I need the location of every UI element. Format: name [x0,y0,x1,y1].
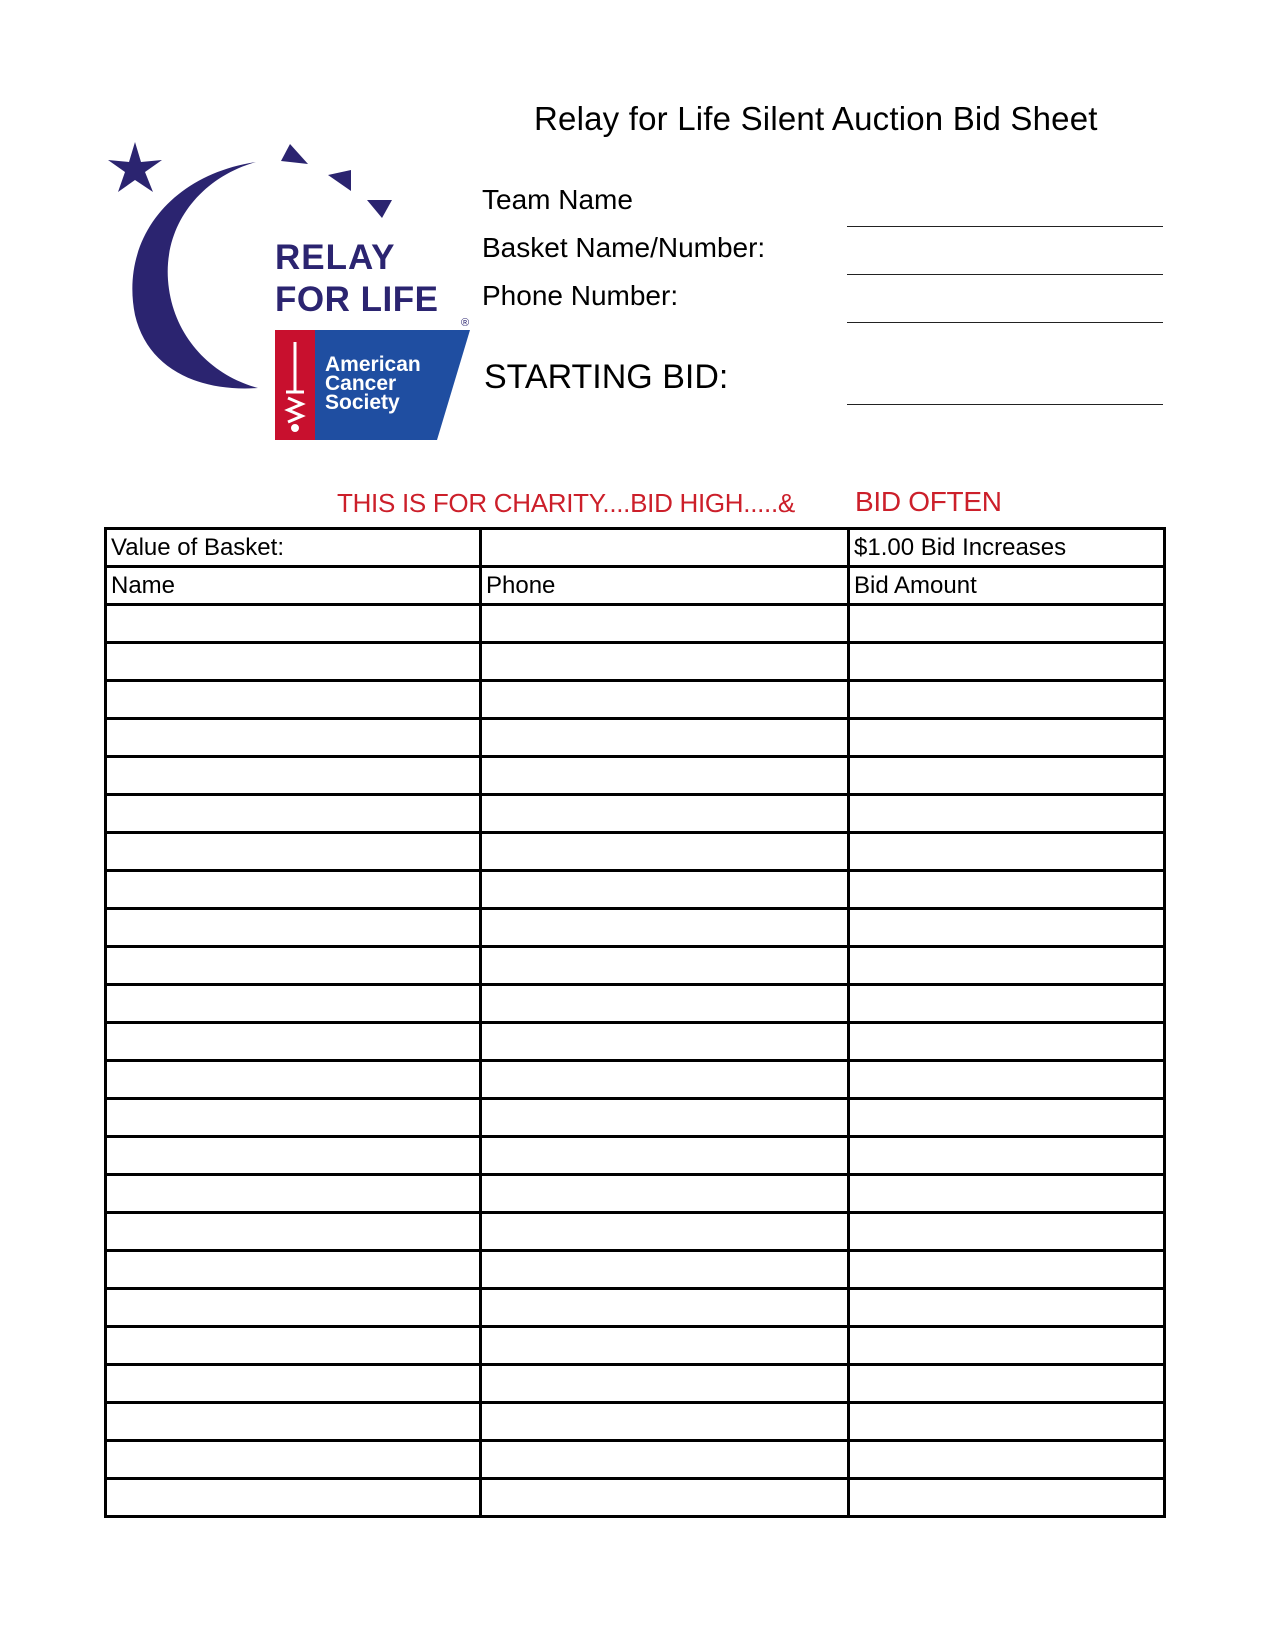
bid-amount-cell[interactable] [849,1403,1165,1441]
table-row [106,1061,1165,1099]
table-row [106,681,1165,719]
relay-text: RELAY [275,238,396,277]
phone-cell[interactable] [481,1137,849,1175]
bid-amount-cell[interactable] [849,871,1165,909]
phone-cell[interactable] [481,833,849,871]
table-row [106,1251,1165,1289]
name-cell[interactable] [106,1023,481,1061]
basket-value-row [106,529,1165,567]
column-header-name: Name [106,567,481,605]
table-row [106,833,1165,871]
name-cell[interactable] [106,909,481,947]
name-cell[interactable] [106,1099,481,1137]
phone-cell[interactable] [481,1365,849,1403]
column-header-row [106,567,1165,605]
table-row [106,1023,1165,1061]
table-row [106,947,1165,985]
value-of-basket-field[interactable] [481,529,849,567]
table-row [106,985,1165,1023]
bid-amount-cell[interactable] [849,795,1165,833]
bid-amount-cell[interactable] [849,1251,1165,1289]
phone-number-field[interactable] [847,322,1163,323]
name-cell[interactable] [106,1479,481,1517]
name-cell[interactable] [106,1251,481,1289]
name-cell[interactable] [106,1327,481,1365]
phone-cell[interactable] [481,681,849,719]
bid-amount-cell[interactable] [849,605,1165,643]
name-cell[interactable] [106,1175,481,1213]
acs-cancer-text: Cancer [325,372,397,395]
name-cell[interactable] [106,1213,481,1251]
name-cell[interactable] [106,757,481,795]
bid-amount-cell[interactable] [849,1213,1165,1251]
basket-name-label: Basket Name/Number: [482,232,766,263]
table-row [106,757,1165,795]
bid-amount-cell[interactable] [849,757,1165,795]
phone-cell[interactable] [481,1403,849,1441]
column-header-bid-amount: Bid Amount [849,567,1165,605]
name-cell[interactable] [106,871,481,909]
table-row [106,1441,1165,1479]
phone-cell[interactable] [481,1441,849,1479]
name-cell[interactable] [106,985,481,1023]
value-of-basket-label: Value of Basket: [106,529,481,567]
bid-amount-cell[interactable] [849,1099,1165,1137]
bid-amount-cell[interactable] [849,833,1165,871]
basket-name-field[interactable] [847,274,1163,275]
table-row [106,643,1165,681]
crescent-moon-icon [132,162,258,388]
name-cell[interactable] [106,605,481,643]
starting-bid-label: STARTING BID: [484,358,729,396]
column-header-phone: Phone [481,567,849,605]
table-row [106,719,1165,757]
name-cell[interactable] [106,643,481,681]
phone-cell[interactable] [481,985,849,1023]
phone-number-label: Phone Number: [482,280,679,311]
bid-amount-cell[interactable] [849,985,1165,1023]
bid-amount-cell[interactable] [849,719,1165,757]
triangle-icon [328,170,351,191]
bid-amount-cell[interactable] [849,1061,1165,1099]
phone-cell[interactable] [481,1213,849,1251]
for-life-text: FOR LIFE [275,280,439,319]
name-cell[interactable] [106,833,481,871]
bid-amount-cell[interactable] [849,1441,1165,1479]
bid-amount-cell[interactable] [849,1479,1165,1517]
phone-cell[interactable] [481,1251,849,1289]
phone-cell[interactable] [481,643,849,681]
bid-amount-cell[interactable] [849,947,1165,985]
phone-cell[interactable] [481,1023,849,1061]
phone-cell[interactable] [481,1175,849,1213]
team-name-label: Team Name [482,184,633,215]
table-row [106,1213,1165,1251]
phone-cell[interactable] [481,1479,849,1517]
phone-cell[interactable] [481,909,849,947]
name-cell[interactable] [106,947,481,985]
name-cell[interactable] [106,795,481,833]
name-cell[interactable] [106,1403,481,1441]
bid-amount-cell[interactable] [849,1327,1165,1365]
phone-cell[interactable] [481,871,849,909]
phone-cell[interactable] [481,947,849,985]
bid-table [104,527,1166,1518]
table-row [106,1479,1165,1517]
phone-cell[interactable] [481,605,849,643]
bid-amount-cell[interactable] [849,1023,1165,1061]
bid-amount-cell[interactable] [849,1289,1165,1327]
table-row [106,795,1165,833]
phone-cell[interactable] [481,757,849,795]
page-title: Relay for Life Silent Auction Bid Sheet [534,100,1098,137]
table-row [106,1289,1165,1327]
star-icon [108,142,162,192]
registered-mark: ® [461,317,470,329]
name-cell[interactable] [106,1441,481,1479]
acs-society-text: Society [325,391,400,414]
table-row [106,909,1165,947]
phone-cell[interactable] [481,795,849,833]
bid-amount-cell[interactable] [849,643,1165,681]
acs-american-text: American [325,353,421,376]
bid-amount-cell[interactable] [849,1365,1165,1403]
phone-cell[interactable] [481,719,849,757]
team-name-field[interactable] [847,226,1163,227]
table-row [106,1403,1165,1441]
name-cell[interactable] [106,1061,481,1099]
bid-amount-cell[interactable] [849,909,1165,947]
bid-amount-cell[interactable] [849,1137,1165,1175]
phone-cell[interactable] [481,1061,849,1099]
name-cell[interactable] [106,1289,481,1327]
bid-amount-cell[interactable] [849,681,1165,719]
triangle-icon [281,144,308,164]
table-row [106,605,1165,643]
bid-often-tagline: BID OFTEN [855,486,1002,517]
starting-bid-field[interactable] [847,404,1163,405]
table-row [106,1327,1165,1365]
table-row [106,1365,1165,1403]
phone-cell[interactable] [481,1327,849,1365]
bid-increment-note: $1.00 Bid Increases [849,529,1165,567]
charity-tagline: THIS IS FOR CHARITY....BID HIGH.....& [337,488,795,518]
table-row [106,1099,1165,1137]
table-row [106,1175,1165,1213]
triangle-icon [367,200,392,218]
name-cell[interactable] [106,719,481,757]
phone-cell[interactable] [481,1289,849,1327]
bid-amount-cell[interactable] [849,1175,1165,1213]
phone-cell[interactable] [481,1099,849,1137]
table-row [106,871,1165,909]
name-cell[interactable] [106,1365,481,1403]
relay-for-life-logo [100,130,480,450]
name-cell[interactable] [106,681,481,719]
name-cell[interactable] [106,1137,481,1175]
table-row [106,1137,1165,1175]
